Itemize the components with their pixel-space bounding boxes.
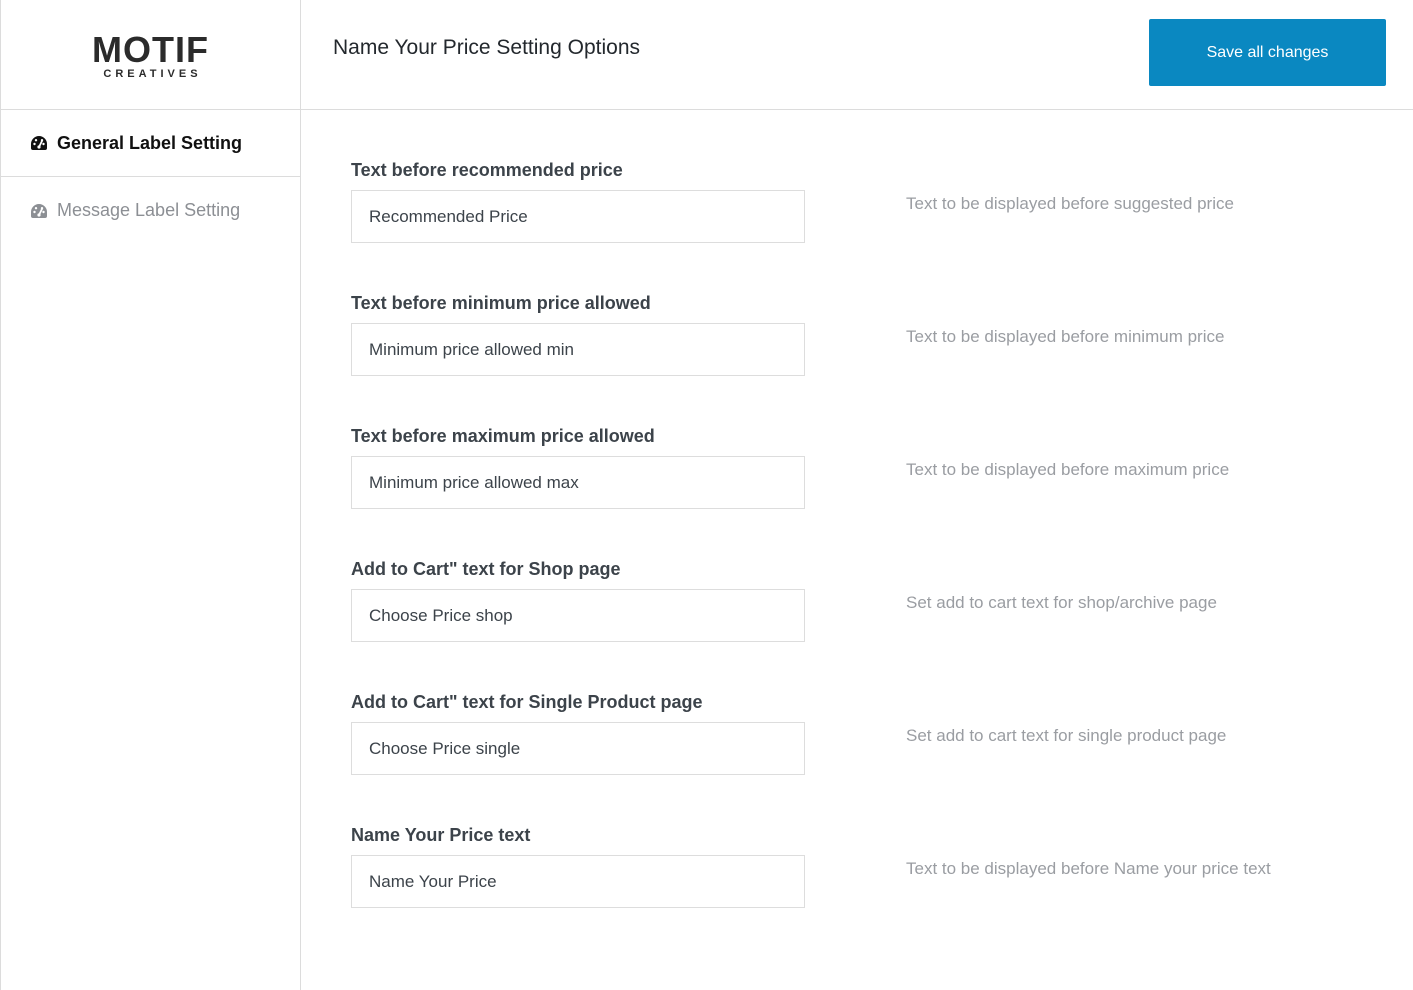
field-help-text: Text to be displayed before Name your price text <box>906 859 1271 878</box>
field-label: Text before maximum price allowed <box>351 426 655 446</box>
sidebar-item-message-label-setting[interactable] <box>1 177 300 244</box>
field-help-text: Text to be displayed before maximum price <box>906 460 1230 479</box>
dashboard-icon <box>29 134 49 152</box>
field-minimum-price <box>351 243 1411 376</box>
sidebar-item-label: General Label Setting <box>57 132 243 153</box>
field-label: Text before recommended price <box>351 160 623 180</box>
dashboard-icon <box>29 202 49 220</box>
single-product-cart-text-input[interactable] <box>351 722 805 775</box>
field-help-text: Set add to cart text for shop/archive page <box>906 593 1217 612</box>
field-single-product-cart-text <box>351 642 1411 775</box>
field-label: Add to Cart" text for Shop page <box>351 559 621 579</box>
recommended-price-input[interactable] <box>351 190 805 243</box>
maximum-price-input[interactable] <box>351 456 805 509</box>
save-all-changes-button[interactable]: Save all changes <box>1149 19 1386 86</box>
field-help-text: Text to be displayed before suggested price <box>906 194 1234 213</box>
settings-form <box>351 110 1411 908</box>
field-help-text: Text to be displayed before minimum price <box>906 327 1225 346</box>
field-shop-cart-text <box>351 509 1411 642</box>
minimum-price-input[interactable] <box>351 323 805 376</box>
sidebar <box>1 0 301 990</box>
field-label: Add to Cart" text for Single Product page <box>351 692 703 712</box>
field-maximum-price <box>351 376 1411 509</box>
field-label: Name Your Price text <box>351 825 531 845</box>
logo-main-text: MOTIF <box>92 28 209 70</box>
logo-sub-text: CREATIVES <box>103 67 202 80</box>
field-label: Text before minimum price allowed <box>351 293 651 313</box>
header <box>301 0 1413 110</box>
logo <box>1 0 300 110</box>
sidebar-item-general-label-setting[interactable] <box>1 110 300 177</box>
field-recommended-price <box>351 110 1411 243</box>
shop-cart-text-input[interactable] <box>351 589 805 642</box>
field-name-your-price-text <box>351 775 1411 908</box>
name-your-price-text-input[interactable] <box>351 855 805 908</box>
field-help-text: Set add to cart text for single product page <box>906 726 1227 745</box>
sidebar-item-label: Message Label Setting <box>57 200 241 220</box>
page-title: Name Your Price Setting Options <box>333 36 641 59</box>
